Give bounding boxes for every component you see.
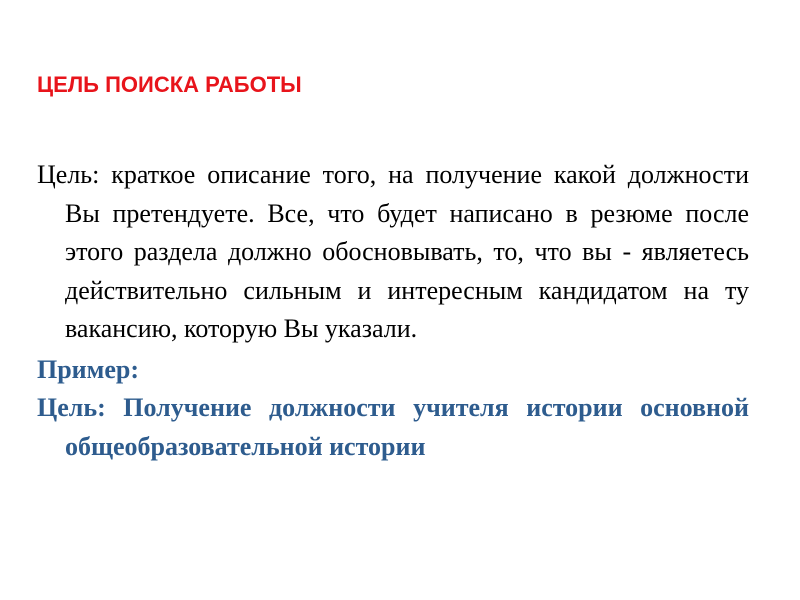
slide-body [37,156,749,466]
example-label: Пример: [37,354,140,384]
slide-title: ЦЕЛЬ ПОИСКА РАБОТЫ [37,72,302,97]
goal-definition-paragraph: Цель: краткое описание того, на получение какой должности Вы претендуете. Все, что будет написано в резюме после этого раздела должно обосновывать, то, что вы - являетесь действительно сильным и интересным кандидатом на ту вакансию, которую Вы указали. [37,160,749,343]
example-paragraph: Цель: Получение должности учителя истории основной общеобразовательной истории [37,393,749,461]
